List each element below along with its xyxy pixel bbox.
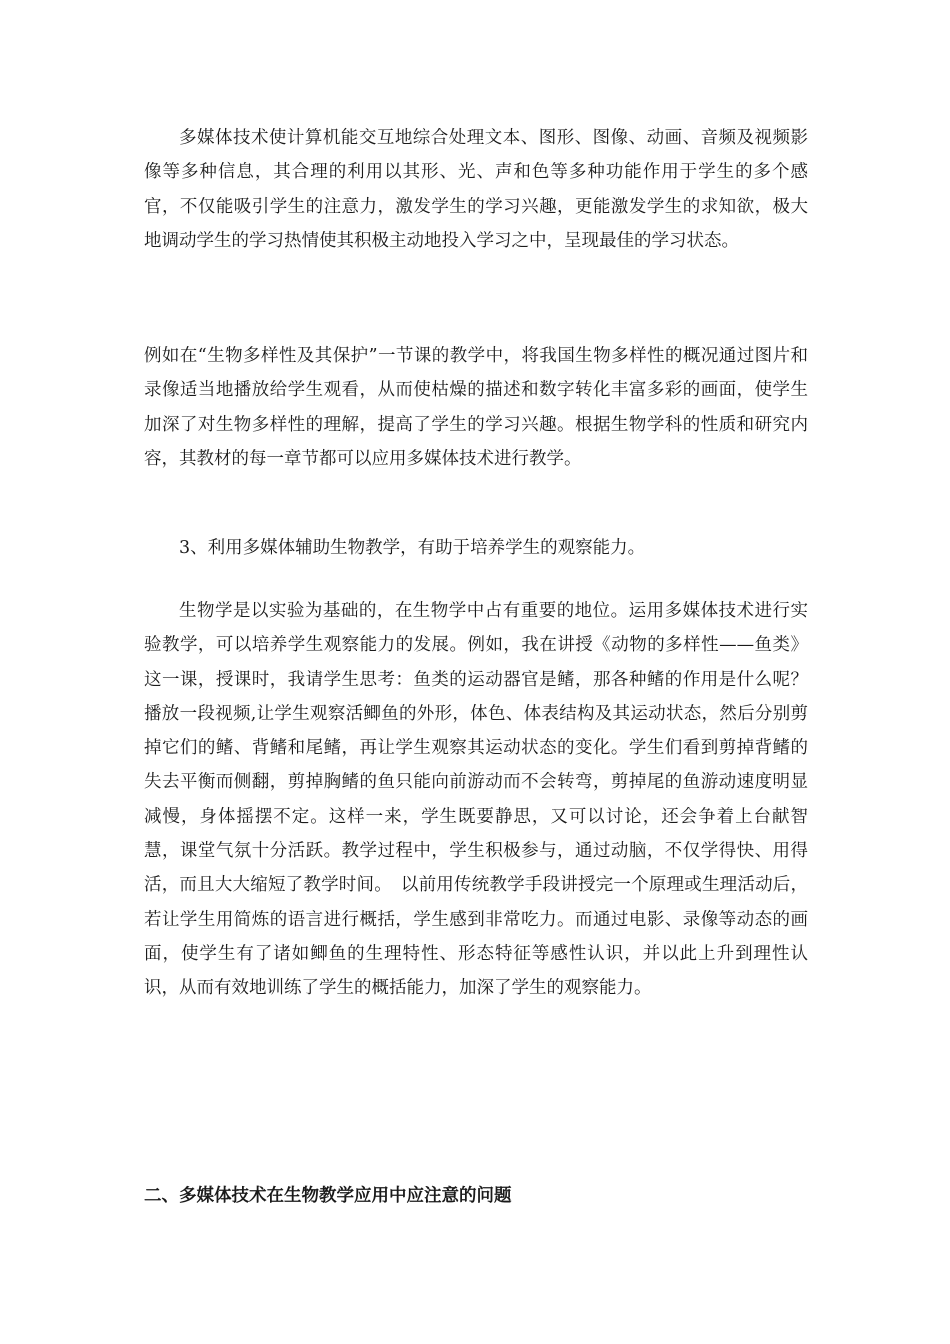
- paragraph-biodiversity-example: 例如在“生物多样性及其保护”一节课的教学中，将我国生物多样性的概况通过图片和录像适当地播放给学生观看，从而使枯燥的描述和数字转化丰富多彩的画面，使学生加深了对生物多样性的理解，提高了学生的学习兴趣。根据生物学科的性质和研究内容，其教材的每一章节都可以应用多媒体技术进行教学。: [144, 346, 808, 469]
- paragraph-observation-experiment: 生物学是以实验为基础的，在生物学中占有重要的地位。运用多媒体技术进行实验教学，可以培养学生观察能力的发展。例如，我在讲授《动物的多样性——鱼类》这一课，授课时，我请学生思考：鱼类的运动器官是鳍，那各种鳍的作用是什么呢？播放一段视频,让学生观察活鲫鱼的外形，体色、体表结构及其运动状态，然后分别剪掉它们的鳍、背鳍和尾鳍，再让学生观察其运动状态的变化。学生们看到剪掉背鳍的失去平衡而侧翻，剪掉胸鳍的鱼只能向前游动而不会转弯，剪掉尾的鱼游动速度明显减慢，身体摇摆不定。这样一来，学生既要静思，又可以讨论，还会争着上台献智慧，课堂气氛十分活跃。教学过程中，学生积极参与，通过动脑，不仅学得快、用得活，而且大大缩短了教学时间。 以前用传统教学手段讲授完一个原理或生理活动后，若让学生用简炼的语言进行概括，学生感到非常吃力。而通过电影、录像等动态的画面，使学生有了诸如鲫鱼的生理特性、形态特征等感性认识，并以此上升到理性认识，从而有效地训练了学生的概括能力，加深了学生的观察能力。: [144, 601, 808, 999]
- paragraph-multimedia-intro: 多媒体技术使计算机能交互地综合处理文本、图形、图像、动画、音频及视频影像等多种信息，其合理的利用以其形、光、声和色等多种功能作用于学生的多个感官，不仅能吸引学生的注意力，激发学生的学习兴趣，更能激发学生的求知欲，极大地调动学生的学习热情使其积极主动地投入学习之中，呈现最佳的学习状态。: [144, 128, 808, 251]
- paragraph-point-3: 3、利用多媒体辅助生物教学，有助于培养学生的观察能力。: [179, 538, 646, 558]
- section-heading-2: 二、多媒体技术在生物教学应用中应注意的问题: [144, 1186, 512, 1206]
